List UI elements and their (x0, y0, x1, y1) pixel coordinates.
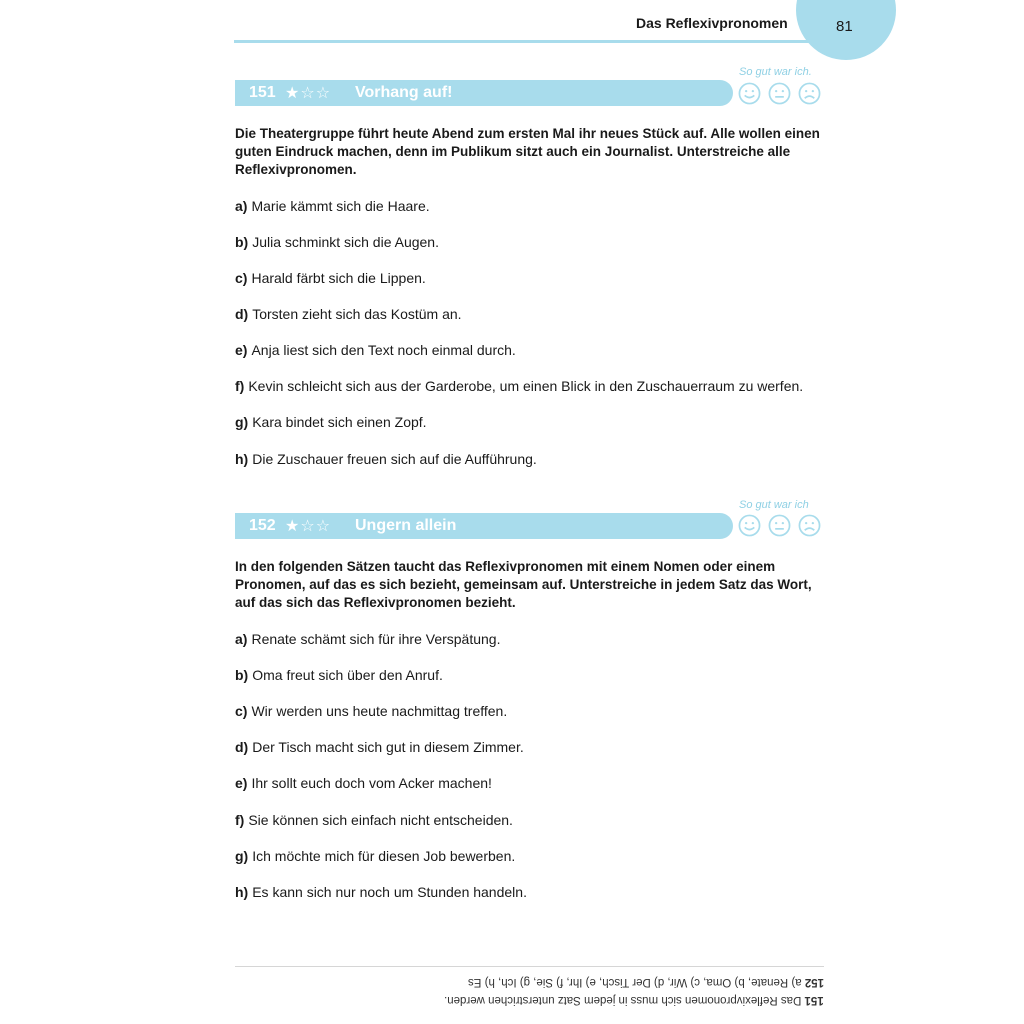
list-item (235, 414, 427, 430)
item-label: g) (235, 848, 249, 864)
exercise-title: Vorhang auf! (355, 84, 453, 101)
list-item (235, 378, 803, 394)
exercise-title: Ungern allein (355, 517, 457, 534)
header-divider (234, 40, 824, 43)
difficulty-stars-icon: ★☆☆ (285, 85, 332, 102)
answer-number: 152 (804, 976, 824, 988)
item-text: Renate schämt sich für ihre Verspätung. (251, 631, 501, 647)
list-item (235, 848, 515, 864)
page-number: 81 (836, 18, 853, 35)
item-text: Wir werden uns heute nachmittag treffen. (251, 703, 508, 719)
happy-face-icon[interactable] (738, 82, 761, 105)
item-text: Sie können sich einfach nicht entscheiden. (248, 812, 513, 828)
item-label: h) (235, 451, 249, 467)
item-text: Marie kämmt sich die Haare. (251, 198, 430, 214)
self-rating-group (738, 82, 824, 106)
answer-151 (444, 994, 824, 1006)
self-rating-label: So gut war ich. (739, 66, 812, 78)
list-item (235, 739, 524, 755)
item-text: Julia schminkt sich die Augen. (252, 234, 439, 250)
exercise-151-instruction: Die Theatergruppe führt heute Abend zum ersten Mal ihr neues Stück auf. Alle wollen einen guten Eindruck machen, denn im Publikum sitzt auch ein Journalist. Unterstreiche alle Reflexivpronomen. (235, 126, 820, 177)
exercise-152-instruction: In den folgenden Sätzen taucht das Reflexivpronomen mit einem Nomen oder einem Pronomen, auf das es sich bezieht, gemeinsam auf. Unterstreiche in jedem Satz das Wort, auf das sich das Reflexivpronomen bezieht. (235, 559, 812, 610)
item-label: e) (235, 342, 248, 358)
list-item (235, 342, 516, 358)
list-item (235, 451, 537, 467)
item-label: c) (235, 703, 248, 719)
list-item (235, 703, 507, 719)
answer-152 (468, 976, 824, 988)
item-text: Der Tisch macht sich gut in diesem Zimmer. (252, 739, 524, 755)
chapter-title: Das Reflexivpronomen (636, 15, 788, 31)
item-label: b) (235, 667, 249, 683)
item-label: f) (235, 812, 245, 828)
item-text: Oma freut sich über den Anruf. (252, 667, 443, 683)
list-item (235, 198, 430, 214)
item-label: g) (235, 414, 249, 430)
neutral-face-icon[interactable] (768, 82, 791, 105)
exercise-152-header (235, 513, 733, 539)
list-item (235, 270, 426, 286)
item-text: Anja liest sich den Text noch einmal durch. (251, 342, 516, 358)
list-item (235, 775, 492, 791)
item-label: c) (235, 270, 248, 286)
item-label: a) (235, 198, 248, 214)
item-text: Die Zuschauer freuen sich auf die Aufführung. (252, 451, 537, 467)
list-item (235, 667, 443, 683)
list-item (235, 234, 439, 250)
item-text: Es kann sich nur noch um Stunden handeln. (252, 884, 527, 900)
exercise-number: 151 (249, 84, 276, 101)
list-item (235, 631, 500, 647)
exercise-151-header (235, 80, 733, 106)
item-label: a) (235, 631, 248, 647)
item-text: Kevin schleicht sich aus der Garderobe, um einen Blick in den Zuschauerraum zu werfen. (248, 378, 804, 394)
item-text: Harald färbt sich die Lippen. (251, 270, 426, 286)
item-label: b) (235, 234, 249, 250)
answer-text: Das Reflexivpronomen sich muss in jedem Satz unterstrichen werden. (444, 994, 802, 1006)
item-label: d) (235, 306, 249, 322)
list-item (235, 812, 513, 828)
list-item (235, 884, 527, 900)
item-label: h) (235, 884, 249, 900)
item-label: f) (235, 378, 245, 394)
item-text: Ihr sollt euch doch vom Acker machen! (251, 775, 492, 791)
sad-face-icon[interactable] (798, 82, 821, 105)
exercise-number: 152 (249, 517, 276, 534)
answer-text: a) Renate, b) Oma, c) Wir, d) Der Tisch, e) Ihr, f) Sie, g) Ich, h) Es (468, 976, 802, 988)
difficulty-stars-icon: ★☆☆ (285, 518, 332, 535)
sad-face-icon[interactable] (798, 514, 821, 537)
item-text: Kara bindet sich einen Zopf. (252, 414, 427, 430)
happy-face-icon[interactable] (738, 514, 761, 537)
item-label: e) (235, 775, 248, 791)
self-rating-group (738, 514, 824, 538)
self-rating-label: So gut war ich (739, 499, 809, 511)
item-label: d) (235, 739, 249, 755)
item-text: Ich möchte mich für diesen Job bewerben. (252, 848, 516, 864)
list-item (235, 306, 462, 322)
footer-divider (235, 966, 824, 967)
answer-number: 151 (804, 994, 824, 1006)
item-text: Torsten zieht sich das Kostüm an. (252, 306, 462, 322)
neutral-face-icon[interactable] (768, 514, 791, 537)
